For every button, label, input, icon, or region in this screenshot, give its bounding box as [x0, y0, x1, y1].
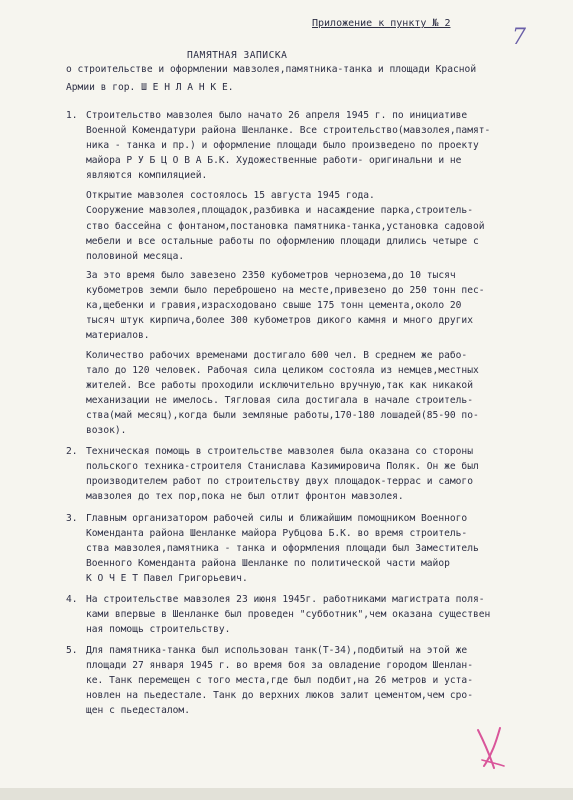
body-line: являются компиляцией. [86, 170, 208, 181]
body-line: ками впервые в Шенланке был проведен "субботник",чем оказана существен [86, 609, 491, 620]
body-line: На строительстве мавзолея 23 июня 1945г. работниками магистрата поля- [86, 594, 485, 605]
body-line: Коменданта района Шенланке майора Рубцова Б.К. во время строитель- [86, 528, 468, 539]
item-number: 5. [66, 645, 78, 656]
body-line: производителем работ по строительству двух площадок-террас и самого [86, 476, 473, 487]
body-line: Строительство мавзолея было начато 26 апреля 1945 г. по инициативе [86, 110, 468, 121]
body-line: ника - танка и пр.) и оформление площади было произведено по проекту [86, 140, 479, 151]
body-line: щен с пьедесталом. [86, 705, 190, 716]
item-number: 3. [66, 513, 78, 524]
body-line: За это время было завезено 2350 кубометров чернозема,до 10 тысяч [86, 270, 456, 281]
body-line: майора Р У Б Ц О В А Б.К. Художественные работи- оригинальни и не [86, 155, 462, 166]
body-line: Количество рабочих временами достигало 600 чел. В среднем же рабо- [86, 350, 468, 361]
body-line: возок). [86, 425, 127, 436]
body-line: польского техника-строителя Станислава Казимировича Поляк. Он же был [86, 461, 479, 472]
body-line: Открытие мавзолея состоялось 15 августа 1945 года. [86, 190, 375, 201]
body-line: тало до 120 человек. Рабочая сила целиком состояла из немцев,местных [86, 365, 479, 376]
body-line: Техническая помощь в строительстве мавзолея была оказана со стороны [86, 446, 473, 457]
body-line: ка,щебенки и гравия,израсходовано свыше 175 тонн цемента,около 20 [86, 300, 462, 311]
body-line: тысяч штук кирпича,более 300 кубометров дикого камня и много других [86, 315, 473, 326]
body-line: половиной месяца. [86, 251, 185, 262]
body-line: ства(май месяц),когда были земляные работы,170-180 лошадей(85-90 по- [86, 410, 479, 421]
item-number: 4. [66, 594, 78, 605]
body-line: новлен на пьедестале. Танк до верхних люков залит цементом,чем сро- [86, 690, 473, 701]
body-line: ство бассейна с фонтаном,постановка памятника-танка,установка садовой [86, 221, 485, 232]
title-line-2: Армии в гор. Ш Е Н Л А Н К Е. [66, 82, 234, 93]
body-line: жителей. Все работы проходили исключительно вручную,так как никакой [86, 380, 473, 391]
body-line: Главным организатором рабочей силы и ближайшим помощником Военного [86, 513, 468, 524]
body-line: кубометров земли было переброшено на месте,привезено до 250 тонн пес- [86, 285, 485, 296]
body-line: ства мавзолея,памятника - танка и оформления площади был Заместитель [86, 543, 479, 554]
page-bottom-edge [0, 788, 573, 800]
body-line: Сооружение мавзолея,площадок,разбивка и насаждение парка,строитель- [86, 205, 473, 216]
item-number: 1. [66, 110, 78, 121]
handwritten-page-number: 7 [512, 25, 526, 50]
item-number: 2. [66, 446, 78, 457]
body-line: ке. Танк перемещен с того места,где был подбит,на 26 метров и уста- [86, 675, 473, 686]
body-line: механизации не имелось. Тягловая сила достигала в начале строитель- [86, 395, 473, 406]
body-line: площади 27 января 1945 г. во время боя за овладение городом Шенлан- [86, 660, 473, 671]
body-line: Для памятника-танка был использован танк(Т-34),подбитый на этой же [86, 645, 468, 656]
body-line: мавзолея до тех пор,пока не был отлит фронтон мавзолея. [86, 491, 404, 502]
body-line: мебели и все остальные работы по оформлению площади длились четыре с [86, 236, 479, 247]
body-line: Военного Коменданта района Шенланке по политической части майор [86, 558, 450, 569]
body-line: материалов. [86, 330, 150, 341]
body-line: ная помощь строительству. [86, 624, 231, 635]
document-heading: ПАМЯТНАЯ ЗАПИСКА [187, 50, 288, 61]
handwritten-mark-icon [470, 722, 510, 772]
body-line: Военной Комендатури района Шенланке. Все строительство(мавзолея,памят- [86, 125, 491, 136]
appendix-reference: Приложение к пункту № 2 [312, 18, 451, 29]
title-line-1: о строительстве и оформлении мавзолея,памятника-танка и площади Красной [66, 64, 477, 75]
body-line: К О Ч Е Т Павел Григорьевич. [86, 573, 248, 584]
